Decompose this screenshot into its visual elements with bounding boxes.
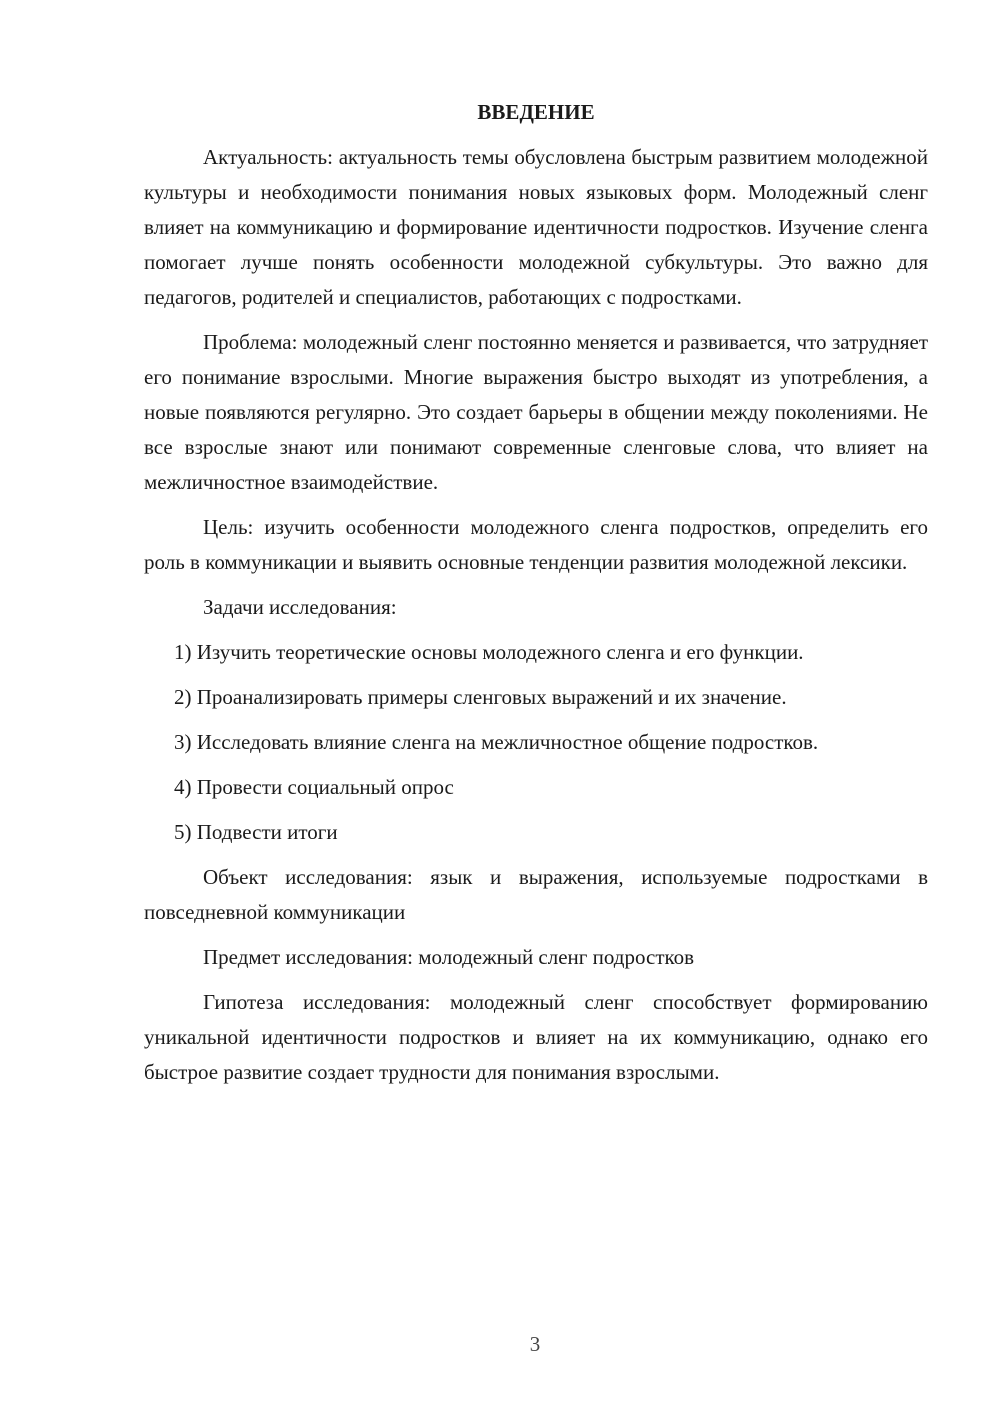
task-item-1: 1) Изучить теоретические основы молодежного сленга и его функции. (174, 640, 804, 664)
paragraph-object: Объект исследования: язык и выражения, используемые подростками в повседневной коммуникации (144, 865, 928, 924)
paragraph-hypothesis: Гипотеза исследования: молодежный сленг способствует формированию уникальной идентичности подростков и влияет на их коммуникацию, однако его быстрое развитие создает трудности для понимания взрослыми. (144, 990, 928, 1084)
task-item-5: 5) Подвести итоги (174, 820, 338, 844)
paragraph-subject: Предмет исследования: молодежный сленг подростков (203, 945, 695, 969)
page-content (144, 94, 928, 1090)
paragraph-goal: Цель: изучить особенности молодежного сленга подростков, определить его роль в коммуникации и выявить основные тенденции развития молодежной лексики. (144, 515, 928, 574)
task-item-3: 3) Исследовать влияние сленга на межличностное общение подростков. (174, 730, 819, 754)
task-item-4: 4) Провести социальный опрос (174, 775, 454, 799)
paragraph-problem: Проблема: молодежный сленг постоянно меняется и развивается, что затрудняет его понимание взрослыми. Многие выражения быстро выходят из употребления, а новые появляются регулярно. Это создает барьеры в общении между поколениями. Не все взрослые знают или понимают современные сленговые слова, что влияет на межличностное взаимодействие. (144, 330, 928, 494)
task-item-2: 2) Проанализировать примеры сленговых выражений и их значение. (174, 685, 787, 709)
paragraph-relevance: Актуальность: актуальность темы обусловлена быстрым развитием молодежной культуры и необходимости понимания новых языковых форм. Молодежный сленг влияет на коммуникацию и формирование идентичности подростков. Изучение сленга помогает лучше понять особенности молодежной субкультуры. Это важно для педагогов, родителей и специалистов, работающих с подростками. (144, 145, 928, 309)
section-title: ВВЕДЕНИЕ (477, 100, 595, 124)
page-number: 3 (529, 1332, 541, 1356)
paragraph-tasks-heading: Задачи исследования: (203, 595, 397, 619)
